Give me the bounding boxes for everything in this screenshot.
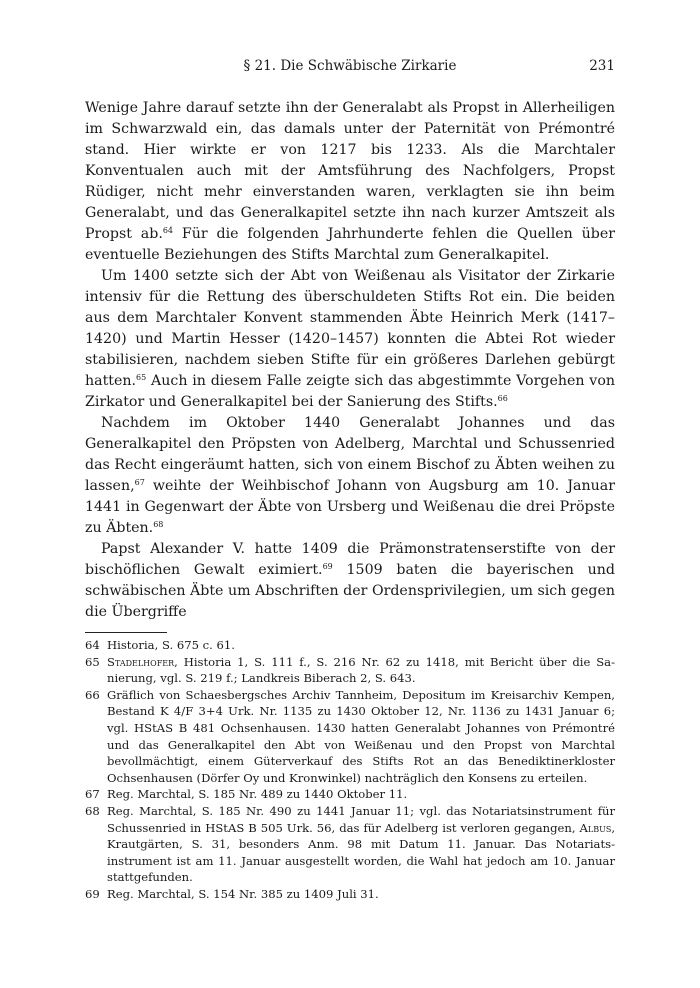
footnote-text [107, 687, 615, 787]
text-run: Wenige Jahre darauf setzte ihn der Generalabt als Propst in Allerheiligen im Schwarzwald ein, das damals unter der Paternität von Prémontré stand. Hier wirkte er von 1217 bis 1233. Als die Marchtaler Konventualen auch mit der Amtsführung des Nachfolgers, Propst Rüdiger, nicht mehr einverstanden waren, verklagten sie ihn beim Generalabt, und das Generalkapitel setzte ihn nach kurzer Amtszeit als Propst ab. [85, 100, 615, 242]
text-run: Gräflich von Schaesbergsches Archiv Tannheim, Depositum im Kreisarchiv Kempen, Bestand K 4/F 3+4 Urk. Nr. 1135 zu 1430 Oktober 12, Nr. 1136 zu 1431 Januar 6; vgl. HStAS B 481 Ochsenhausen. 1430 hatten Generalabt Johannes von Prémontré und das Generalkapitel den Abt von Weißenau und den Propst von Marchtal bevollmächtigt, einem Güterverkauf des Stifts Rot an das Benediktinerkloster Ochsenhausen (Dörfer Oy und Kronwinkel) nachträglich den Konsens zu erteilen. [107, 687, 615, 785]
footnote-66 [85, 687, 615, 787]
text-run: Um 1400 setzte sich der Abt von Weißenau als Visitator der Zirkarie intensiv für die Rettung des überschuldeten Stifts Rot ein. Die beiden aus dem Marchtaler Konvent stammenden Äbte Heinrich Merk (1417–1420) und Martin Hesser (1420–1457) konnten die Abtei Rot wieder stabilisieren, nachdem sieben Stifte für ein größeres Darlehen gebürgt hatten. [85, 268, 615, 389]
footnote-ref[interactable]: 67 [134, 478, 145, 487]
text-run: Reg. Marchtal, S. 154 Nr. 385 zu 1409 Juli 31. [107, 886, 379, 901]
text-run: Reg. Marchtal, S. 185 Nr. 489 zu 1440 Oktober 11. [107, 787, 408, 802]
text-run: Historia, S. 675 c. 61. [107, 638, 235, 652]
text-run: Papst Alexander V. hatte 1409 die Prämonstratenserstifte von der bischöflichen Gewalt eximiert. [85, 541, 615, 578]
footnote-number: 65 [85, 654, 100, 669]
text-run: Auch in diesem Falle zeigte sich das abgestimmte Vorgehen von Zirkator und Generalkapitel bei der Sanierung des Stifts. [85, 373, 615, 410]
text-run: Für die folgenden Jahrhunderte fehlen die Quellen über eventuelle Beziehungen des Stifts Marchtal zum Generalkapitel. [85, 226, 616, 263]
paragraph-4 [85, 539, 615, 623]
footnote-text [107, 654, 615, 687]
footnote-ref[interactable]: 69 [322, 562, 333, 571]
footnote-number: 67 [85, 787, 100, 802]
paragraph-2 [85, 266, 615, 413]
footnote-text [107, 786, 615, 803]
footnotes [85, 637, 615, 903]
text-run: Reg. Marchtal, S. 185 Nr. 490 zu 1441 Januar 11; vgl. das Notariatsinstrument für Schussenried in HStAS B 505 Urk. 56, das für Adelberg ist verloren gegangen, [107, 803, 615, 835]
text-run: , Historia 1, S. 111 f., S. 216 Nr. 62 zu 1418, mit Bericht über die Sanierung, vgl. S. 219 f.; Landkreis Biberach 2, S. 643. [107, 654, 615, 686]
footnote-separator [85, 632, 167, 633]
paragraph-1 [85, 98, 615, 266]
footnote-67 [85, 786, 615, 803]
footnote-65 [85, 654, 615, 687]
footnote-ref[interactable]: 65 [136, 373, 147, 382]
footnote-number: 64 [85, 638, 100, 652]
author-name: Albus [579, 820, 612, 835]
footnote-number: 68 [85, 803, 100, 818]
running-header [85, 58, 615, 82]
page-number: 231 [589, 58, 615, 74]
footnote-ref[interactable]: 68 [153, 520, 164, 529]
text-run: 1509 baten die bayerischen und schwäbischen Äbte um Abschriften der Ordensprivilegien, um sich gegen die Übergriffe [85, 562, 615, 620]
book-page [85, 58, 615, 903]
footnote-number: 66 [85, 687, 100, 702]
author-name: Stadelhofer [107, 654, 175, 669]
footnote-text [107, 637, 615, 654]
footnote-69 [85, 886, 615, 903]
footnote-text [107, 886, 615, 903]
running-title: § 21. Die Schwäbische Zirkarie [243, 58, 457, 74]
footnote-text [107, 803, 615, 886]
footnote-68 [85, 803, 615, 886]
footnote-64 [85, 637, 615, 654]
paragraph-3 [85, 413, 615, 539]
text-run: weihte der Weihbischof Johann von Augsburg am 10. Januar 1441 in Gegenwart der Äbte von Ursberg und Weißenau die drei Pröpste zu Äbten. [85, 478, 615, 536]
text-run: Nachdem im Oktober 1440 Generalabt Johannes und das Generalkapitel den Pröpsten von Adelberg, Marchtal und Schussenried das Recht eingeräumt hatten, sich von einem Bischof zu Äbten weihen zu lassen, [85, 415, 615, 494]
body-text [85, 98, 615, 623]
footnote-ref[interactable]: 64 [162, 226, 174, 235]
footnote-ref[interactable]: 66 [497, 394, 508, 403]
footnote-number: 69 [85, 886, 100, 901]
text-run: , Krautgärten, S. 31, besonders Anm. 98 mit Datum 11. Januar. Das Notariatsinstrument ist am 11. Januar ausgestellt worden, die Wahl hat jedoch am 10. Januar stattgefunden. [107, 820, 615, 885]
